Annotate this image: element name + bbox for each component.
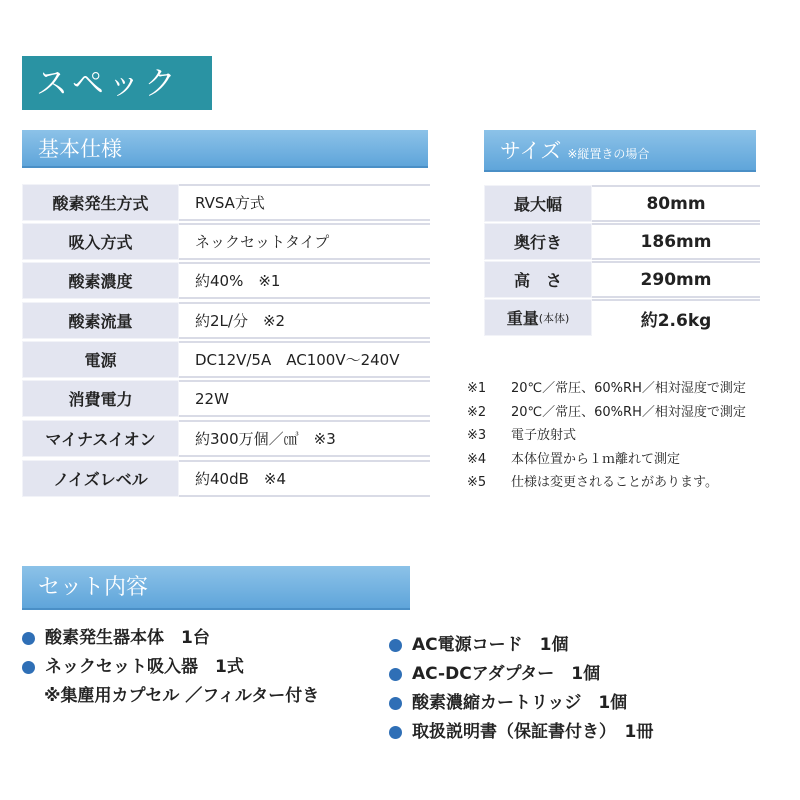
list-item-text: 取扱説明書（保証書付き） 1冊 bbox=[412, 722, 654, 742]
note-item bbox=[467, 377, 746, 401]
size-label bbox=[484, 223, 592, 260]
list-item bbox=[389, 689, 653, 718]
bullet-icon bbox=[389, 726, 402, 739]
size-label bbox=[484, 299, 592, 336]
size-value: 186mm bbox=[592, 223, 760, 260]
note-text: 仕様は変更されることがあります。 bbox=[511, 475, 718, 490]
spec-row bbox=[22, 223, 430, 260]
notes-list bbox=[467, 377, 746, 495]
note-text: 電子放射式 bbox=[511, 428, 577, 443]
list-item-text: ネックセット吸入器 1式 bbox=[45, 657, 244, 677]
spec-value: 約40% ※1 bbox=[179, 262, 430, 299]
size-value: 約2.6kg bbox=[592, 299, 760, 336]
set-contents-heading-text: セット内容 bbox=[38, 575, 149, 600]
note-mark: ※4 bbox=[467, 451, 487, 467]
size-label-small: (本体) bbox=[538, 311, 570, 325]
list-item-text: AC-DCアダプター 1個 bbox=[412, 664, 601, 684]
spec-row bbox=[22, 420, 430, 457]
spec-row bbox=[22, 262, 430, 299]
size-label bbox=[484, 261, 592, 298]
size-row bbox=[484, 223, 760, 260]
set-contents-right-list bbox=[389, 631, 653, 747]
spec-label: ノイズレベル bbox=[22, 460, 179, 497]
list-item-text: 酸素濃縮カートリッジ 1個 bbox=[412, 693, 628, 713]
spec-label: 酸素発生方式 bbox=[22, 184, 179, 221]
size-value: 290mm bbox=[592, 261, 760, 298]
size-label-text: 奥行き bbox=[513, 233, 562, 252]
list-item bbox=[389, 660, 653, 689]
spec-value: 22W bbox=[179, 380, 430, 417]
list-item bbox=[389, 718, 653, 747]
spec-row bbox=[22, 184, 430, 221]
list-item-text: AC電源コード 1個 bbox=[412, 635, 569, 655]
size-heading-text: サイズ bbox=[500, 139, 562, 163]
size-label-text: 重量 bbox=[506, 309, 539, 328]
size-value: 80mm bbox=[592, 185, 760, 222]
note-item bbox=[467, 424, 746, 448]
size-label-text: 高 さ bbox=[513, 271, 562, 290]
bullet-icon bbox=[22, 661, 35, 674]
spec-label: 吸入方式 bbox=[22, 223, 179, 260]
list-item bbox=[389, 631, 653, 660]
list-item-text: 酸素発生器本体 1台 bbox=[45, 628, 210, 648]
spec-value: 約40dB ※4 bbox=[179, 460, 430, 497]
spec-label: マイナスイオン bbox=[22, 420, 179, 457]
bullet-icon bbox=[389, 668, 402, 681]
spec-label: 消費電力 bbox=[22, 380, 179, 417]
note-text: 20℃／常圧、60%RH／相対湿度で測定 bbox=[511, 381, 746, 396]
spec-label: 酸素濃度 bbox=[22, 262, 179, 299]
size-row bbox=[484, 185, 760, 222]
size-heading bbox=[484, 130, 756, 172]
bullet-icon bbox=[389, 697, 402, 710]
note-mark: ※5 bbox=[467, 475, 487, 490]
spec-value: ネックセットタイプ bbox=[179, 223, 430, 260]
note-mark: ※2 bbox=[467, 404, 487, 420]
note-item bbox=[467, 448, 746, 472]
basic-spec-heading-text: 基本仕様 bbox=[38, 137, 122, 161]
size-row bbox=[484, 299, 760, 336]
bullet-icon bbox=[389, 639, 402, 652]
note-mark: ※3 bbox=[467, 428, 487, 443]
spec-row bbox=[22, 460, 430, 497]
page-title: スペック bbox=[22, 56, 212, 110]
list-item bbox=[22, 653, 319, 682]
size-label-text: 最大幅 bbox=[513, 195, 562, 214]
basic-spec-heading bbox=[22, 130, 428, 168]
spec-value: 約300万個／㎤ ※3 bbox=[179, 420, 430, 457]
list-sub-item-text: ※集塵用カプセル ／フィルター付き bbox=[44, 686, 320, 706]
spec-row bbox=[22, 341, 430, 378]
set-contents-heading bbox=[22, 566, 410, 610]
spec-row bbox=[22, 302, 430, 339]
spec-label: 電源 bbox=[22, 341, 179, 378]
spec-row bbox=[22, 380, 430, 417]
note-item bbox=[467, 401, 746, 425]
bullet-icon bbox=[22, 632, 35, 645]
size-heading-note: ※縦置きの場合 bbox=[567, 147, 650, 161]
note-text: 本体位置から１ｍ離れて測定 bbox=[511, 451, 681, 467]
spec-value: RVSA方式 bbox=[179, 184, 430, 221]
spec-label: 酸素流量 bbox=[22, 302, 179, 339]
size-label bbox=[484, 185, 592, 222]
spec-value: DC12V/5A AC100V〜240V bbox=[179, 341, 430, 378]
spec-value: 約2L/分 ※2 bbox=[179, 302, 430, 339]
size-row bbox=[484, 261, 760, 298]
set-contents-left-list bbox=[22, 624, 319, 711]
note-mark: ※1 bbox=[467, 381, 487, 396]
note-text: 20℃／常圧、60%RH／相対湿度で測定 bbox=[511, 404, 746, 420]
list-sub-item bbox=[22, 682, 319, 711]
list-item bbox=[22, 624, 319, 653]
note-item bbox=[467, 471, 746, 495]
